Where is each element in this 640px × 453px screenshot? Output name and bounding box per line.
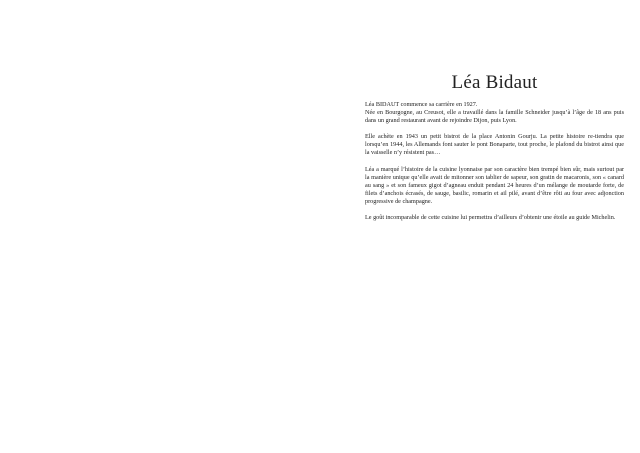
- paragraph-bistrot: [365, 133, 624, 157]
- paragraph-line: Elle achète en 1943 un petit bistrot de la place Antonin Gourju. La petite histoire re-tiendra que lorsqu’en 1944, les Allemands font sauter le pont Bonaparte, tout proche, le plafond du bistrot ainsi que la vaisselle n’y résistent pas…: [365, 133, 624, 157]
- paragraph-line: Léa BIDAUT commence sa carrière en 1927.: [365, 101, 478, 108]
- page-title: Léa Bidaut: [451, 72, 538, 93]
- paragraph-line: Née en Bourgogne, au Creusot, elle a travaillé dans la famille Schneider jusqu’à l’âge de 18 ans puis dans un grand restaurant avant de rejoindre Dijon, puis Lyon.: [365, 109, 624, 125]
- paragraph-cuisine: [365, 166, 624, 206]
- paragraph-intro: [365, 101, 624, 125]
- article-body: [365, 101, 624, 230]
- paragraph-line: Léa a marqué l’histoire de la cuisine lyonnaise par son caractère bien trempé bien sûr, mais surtout par la manière unique qu’elle avait de mitonner son tablier de sapeur, son gratin de macaronis, son « canard au sang » et son fameux gigot d’agneau enduit pendant 24 heures d’un mélange de moutarde forte, de filets d’anchois écrasés, de sauge, basilic, romarin et ail pilé, avant d’être rôti au four avec adjonction progressive de champagne.: [365, 165, 624, 205]
- paragraph-line: Le goût incomparable de cette cuisine lui permettra d’ailleurs d’obtenir une étoile au guide Michelin.: [365, 214, 616, 222]
- paragraph-michelin: [365, 214, 624, 222]
